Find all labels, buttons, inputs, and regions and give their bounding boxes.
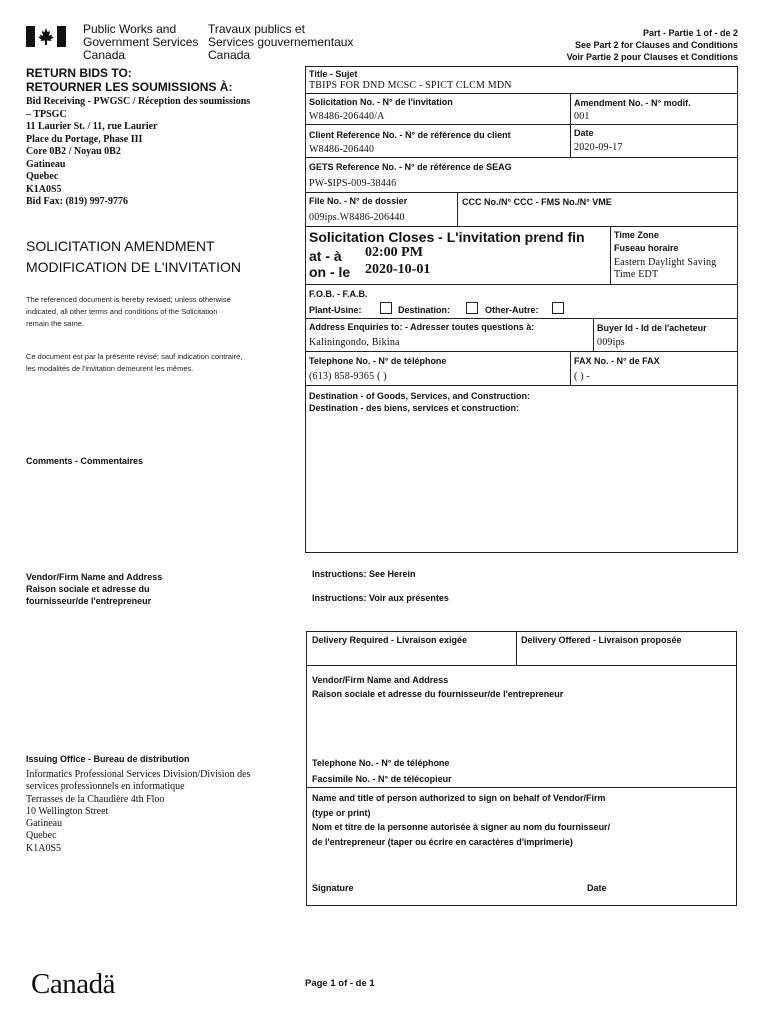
telephone-label: Telephone No. - N° de téléphone: [309, 356, 447, 366]
file-no-value: 009ips.W8486-206440: [309, 212, 405, 223]
buyer-id-label: Buyer Id - Id de l'acheteur: [597, 323, 707, 333]
fob-label: F.O.B. - F.A.B.: [309, 289, 368, 299]
issuing-line: Gatineau: [26, 818, 63, 830]
date-value: 2020-09-17: [574, 142, 623, 153]
amendment-no-value: 001: [574, 111, 590, 122]
note-line: indicated, all other terms and conditions of the Solicitation: [26, 307, 218, 316]
return-bids-title: [26, 66, 232, 94]
part-label: Part - Partie 1 of - de 2: [642, 28, 738, 38]
see-part-en: See Part 2 for Clauses and Conditions: [574, 40, 738, 50]
note-line: Ce document est par la présente révisé; sauf indication contraire,: [26, 352, 243, 361]
destination-goods-label: [309, 390, 530, 414]
issuing-line: services professionnels en informatique: [26, 781, 185, 793]
destination-checkbox[interactable]: [466, 302, 478, 314]
vendor-left-line: Raison sociale et adresse du: [26, 584, 150, 594]
time-zone-value: [614, 257, 716, 281]
date-label: Date: [574, 128, 594, 138]
dept-en-line3: Canada: [83, 48, 126, 62]
auth-line: de l'entrepreneur (taper ou écrire en caractères d'imprimerie): [312, 836, 573, 847]
amendment-note-en: [26, 294, 231, 330]
destination-label: Destination:: [398, 305, 451, 315]
tz-value-line: Time EDT: [614, 269, 659, 280]
note-line: remain the same.: [26, 319, 84, 328]
note-line: The referenced document is hereby revised; unless otherwise: [26, 295, 231, 304]
dest-goods-line: Destination - of Goods, Services, and Construction:: [309, 391, 531, 401]
delivery-required-label: Delivery Required - Livraison exigée: [312, 635, 468, 645]
fax-value: ( ) -: [574, 371, 590, 382]
dept-fr-line2: Services gouvernementaux: [208, 35, 354, 49]
dept-fr-line1: Travaux publics et: [208, 22, 305, 36]
solicitation-no-label: Solicitation No. - N° de l'invitation: [309, 97, 453, 107]
gets-ref-label: GETS Reference No. - N° de référence de SEAG: [309, 162, 512, 172]
return-line: Core 0B2 / Noyau 0B2: [26, 146, 121, 157]
dept-fr-line3: Canada: [208, 48, 251, 62]
title-label: Title - Sujet: [309, 69, 358, 79]
issuing-line: 10 Wellington Street: [26, 805, 109, 817]
ccc-no-label: CCC No./N° CCC - FMS No./N° VME: [462, 197, 612, 207]
part-info: [567, 27, 738, 63]
address-enquiries-value: Kaliningondo, Bikina: [309, 337, 400, 348]
return-line: Bid Receiving - PWGSC / Réception des soumissions: [26, 96, 251, 107]
closing-date-value: 2020-10-01: [365, 262, 431, 277]
title-value: TBIPS FOR DND MCSC - SPICT CLCM MDN: [309, 80, 512, 91]
dest-goods-line: Destination - des biens, services et construction:: [309, 403, 520, 413]
dept-en-line2: Government Services: [83, 35, 199, 49]
file-no-label: File No. - N° de dossier: [309, 196, 408, 206]
buyer-id-value: 009ips: [597, 337, 625, 348]
return-line: Place du Portage, Phase III: [26, 133, 143, 145]
department-name-en: [83, 23, 198, 62]
see-part-fr: Voir Partie 2 pour Clauses et Conditions: [566, 52, 738, 62]
department-name-fr: [208, 23, 353, 62]
amendment-title: [26, 236, 241, 278]
fax-label: FAX No. - N° de FAX: [574, 356, 660, 366]
return-line: Quebec: [26, 171, 59, 182]
auth-line: Name and title of person authorized to sign on behalf of Vendor/Firm: [312, 793, 606, 803]
vendor-name-line: Raison sociale et adresse du fournisseur/de l'entrepreneur: [312, 689, 564, 699]
vendor-left-line: fournisseur/de l'entrepreneur: [26, 596, 152, 606]
return-line: Gatineau: [26, 158, 66, 170]
gets-ref-value: PW-$IPS-009-38446: [309, 178, 397, 189]
signature-date-label: Date: [587, 883, 607, 893]
time-zone-label: [614, 229, 679, 255]
return-line: K1A0S5: [26, 183, 62, 195]
dept-en-line1: Public Works and: [83, 22, 177, 36]
return-line: Bid Fax: (819) 997-9776: [26, 196, 128, 207]
at-label: at - à: [309, 248, 342, 264]
authorized-person-label: [312, 791, 610, 849]
return-line: 11 Laurier St. / 11, rue Laurier: [26, 121, 158, 132]
comments-label: Comments - Commentaires: [26, 456, 144, 466]
canada-flag-icon: [26, 26, 66, 47]
other-autre-label: Other-Autre:: [485, 305, 539, 315]
return-bids-title-en: RETURN BIDS TO:: [26, 66, 132, 80]
issuing-line: Quebec: [26, 830, 57, 842]
instructions-en: Instructions: See Herein: [312, 569, 416, 579]
solicitation-no-value: W8486-206440/A: [309, 111, 385, 122]
signature-label: Signature: [312, 883, 354, 893]
client-ref-value: W8486-206440: [309, 144, 375, 155]
instructions-fr: Instructions: Voir aux présentes: [312, 593, 449, 603]
tz-label-line: Fuseau horaire: [614, 243, 679, 253]
telephone-value: (613) 858-9365 ( ): [309, 371, 387, 382]
client-ref-label: Client Reference No. - N° de référence du client: [309, 130, 511, 140]
return-bids-address: [26, 96, 250, 209]
tz-label-line: Time Zone: [614, 230, 659, 240]
canada-wordmark: Canadä: [31, 968, 115, 1000]
other-autre-checkbox[interactable]: [552, 302, 564, 314]
issuing-office-address: [26, 769, 250, 855]
vendor-name-line: Vendor/Firm Name and Address: [312, 675, 449, 685]
auth-line: Nom et titre de la personne autorisée à signer au nom du fournisseur/: [312, 822, 611, 832]
return-bids-title-fr: RETOURNER LES SOUMISSIONS À:: [26, 80, 233, 94]
issuing-line: K1A0S5: [26, 842, 62, 854]
amendment-note-fr: [26, 351, 242, 375]
vendor-telephone-label: Telephone No. - N° de téléphone: [312, 758, 450, 768]
vendor-left-label: [26, 571, 162, 607]
note-line: les modalités de l'invitation demeurent les mêmes.: [26, 364, 194, 373]
return-line: – TPSGC: [26, 108, 67, 120]
amendment-title-fr: MODIFICATION DE L'INVITATION: [26, 259, 242, 275]
issuing-line: Informatics Professional Services Division/Division des: [26, 769, 251, 780]
closing-time-value: 02:00 PM: [365, 245, 423, 260]
vendor-name-label: [312, 673, 563, 701]
delivery-offered-label: Delivery Offered - Livraison proposée: [521, 635, 682, 645]
auth-line: (type or print): [312, 807, 371, 818]
on-label: on - le: [309, 264, 351, 280]
amendment-no-label: Amendment No. - N° modif.: [574, 98, 691, 108]
plant-usine-checkbox[interactable]: [380, 302, 392, 314]
page-number: Page 1 of - de 1: [305, 978, 375, 989]
issuing-office-label: Issuing Office - Bureau de distribution: [26, 754, 190, 764]
address-enquiries-label: Address Enquiries to: - Adresser toutes questions à:: [309, 322, 535, 332]
closes-label: Solicitation Closes - L'invitation prend fin: [309, 229, 585, 245]
vendor-left-line: Vendor/Firm Name and Address: [26, 572, 163, 582]
tz-value-line: Eastern Daylight Saving: [614, 257, 717, 268]
issuing-line: Terrasses de la Chaudière 4th Floo: [26, 793, 165, 805]
amendment-title-en: SOLICITATION AMENDMENT: [26, 238, 215, 254]
vendor-facsimile-label: Facsimile No. - N° de télécopieur: [312, 774, 452, 784]
plant-usine-label: Plant-Usine:: [309, 305, 362, 315]
